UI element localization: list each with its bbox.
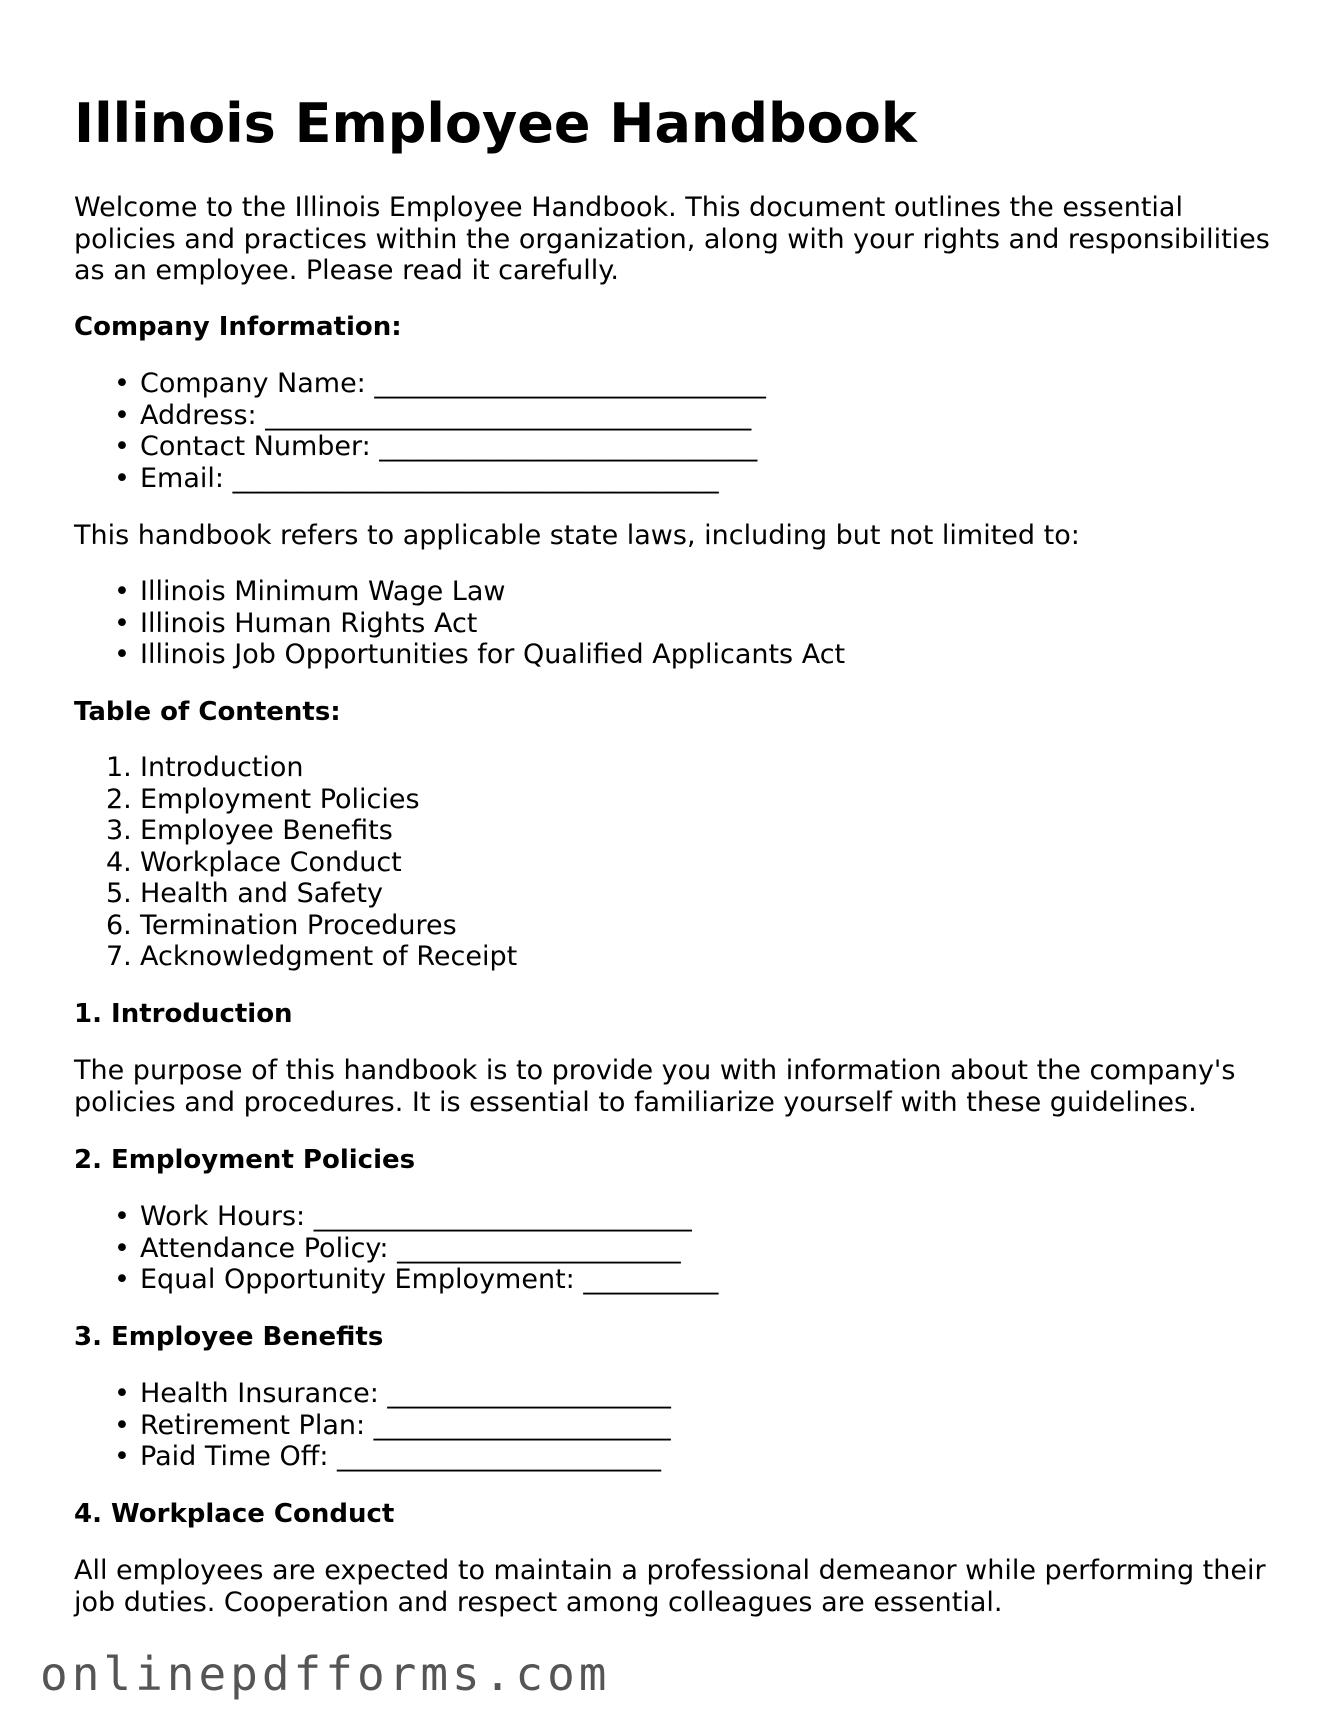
bullet: • xyxy=(114,1409,130,1441)
list-item xyxy=(74,608,845,640)
law-item: Illinois Minimum Wage Law xyxy=(140,576,506,607)
section-introduction-text: The purpose of this handbook is to provide you with information about the company's policies and procedures. It is essential to familiarize yourself with these guidelines. xyxy=(74,1055,1236,1118)
toc-number: 5. xyxy=(106,878,132,909)
list-item xyxy=(74,463,766,495)
toc-label: Termination Procedures xyxy=(140,909,457,941)
list-item xyxy=(74,639,845,671)
toc-item xyxy=(74,910,517,942)
contact-number-field: Contact Number: ____________________________ xyxy=(140,431,758,462)
bullet: • xyxy=(114,1232,130,1264)
section-workplace-conduct-text: All employees are expected to maintain a professional demeanor while performing their job duties. Cooperation and respect among colleagues are essential. xyxy=(74,1555,1266,1618)
toc-label: Workplace Conduct xyxy=(140,846,402,878)
work-hours-field: Work Hours: ____________________________ xyxy=(140,1201,692,1232)
bullet: • xyxy=(114,607,130,639)
toc-label: Employment Policies xyxy=(140,783,420,815)
list-item xyxy=(74,1201,718,1233)
list-item xyxy=(74,400,766,432)
bullet: • xyxy=(114,1201,130,1232)
bullet: • xyxy=(114,1378,130,1409)
toc-number: 7. xyxy=(106,941,132,972)
intro-paragraph: Welcome to the Illinois Employee Handbook. This document outlines the essential policies and practices within the organization, along with your rights and responsibilities as an employee. Please read it carefully. xyxy=(74,192,1270,286)
bullet: • xyxy=(114,1441,130,1472)
bullet: • xyxy=(114,639,130,670)
toc-number: 3. xyxy=(106,815,132,846)
list-item xyxy=(74,1410,671,1442)
retirement-plan-field: Retirement Plan: ______________________ xyxy=(140,1409,671,1441)
toc-item xyxy=(74,941,517,973)
email-field: Email: ____________________________________ xyxy=(140,462,719,494)
toc-item xyxy=(74,878,517,910)
section-employee-benefits-heading: 3. Employee Benefits xyxy=(74,1322,384,1352)
company-info-heading: Company Information: xyxy=(74,312,402,342)
toc-list xyxy=(74,752,517,973)
toc-number: 1. xyxy=(106,752,132,783)
toc-number: 2. xyxy=(106,783,132,815)
laws-intro-paragraph: This handbook refers to applicable state laws, including but not limited to: xyxy=(74,520,1080,551)
toc-label: Employee Benefits xyxy=(140,815,393,846)
list-item xyxy=(74,368,766,400)
toc-number: 4. xyxy=(106,846,132,878)
bullet: • xyxy=(114,368,130,399)
address-field: Address: ____________________________________ xyxy=(140,399,752,431)
employee-benefits-list xyxy=(74,1378,671,1473)
toc-heading: Table of Contents: xyxy=(74,697,341,727)
toc-number: 6. xyxy=(106,909,132,941)
toc-item xyxy=(74,784,517,816)
toc-item xyxy=(74,847,517,879)
equal-opportunity-field: Equal Opportunity Employment: __________ xyxy=(140,1264,719,1295)
law-item: Illinois Job Opportunities for Qualified Applicants Act xyxy=(140,639,846,670)
company-name-field: Company Name: _____________________________ xyxy=(140,368,766,399)
toc-label: Health and Safety xyxy=(140,878,383,909)
toc-label: Acknowledgment of Receipt xyxy=(140,941,518,972)
toc-item xyxy=(74,752,517,784)
attendance-policy-field: Attendance Policy: _____________________ xyxy=(140,1232,681,1264)
employment-policies-list xyxy=(74,1201,718,1296)
list-item xyxy=(74,576,845,608)
list-item xyxy=(74,1233,718,1265)
bullet: • xyxy=(114,399,130,431)
section-employment-policies-heading: 2. Employment Policies xyxy=(74,1145,416,1175)
list-item xyxy=(74,431,766,463)
bullet: • xyxy=(114,462,130,494)
section-introduction-heading: 1. Introduction xyxy=(74,999,293,1029)
law-item: Illinois Human Rights Act xyxy=(140,607,478,639)
company-info-list xyxy=(74,368,766,494)
paid-time-off-field: Paid Time Off: ________________________ xyxy=(140,1441,662,1472)
document-title: Illinois Employee Handbook xyxy=(74,92,917,155)
bullet: • xyxy=(114,1264,130,1295)
list-item xyxy=(74,1378,671,1410)
laws-list xyxy=(74,576,845,671)
toc-label: Introduction xyxy=(140,752,304,783)
toc-item xyxy=(74,815,517,847)
bullet: • xyxy=(114,576,130,607)
bullet: • xyxy=(114,431,130,462)
watermark: onlinepdfforms.com xyxy=(40,1647,611,1701)
list-item xyxy=(74,1264,718,1296)
list-item xyxy=(74,1441,671,1473)
section-workplace-conduct-heading: 4. Workplace Conduct xyxy=(74,1499,395,1529)
health-insurance-field: Health Insurance: _____________________ xyxy=(140,1378,671,1409)
